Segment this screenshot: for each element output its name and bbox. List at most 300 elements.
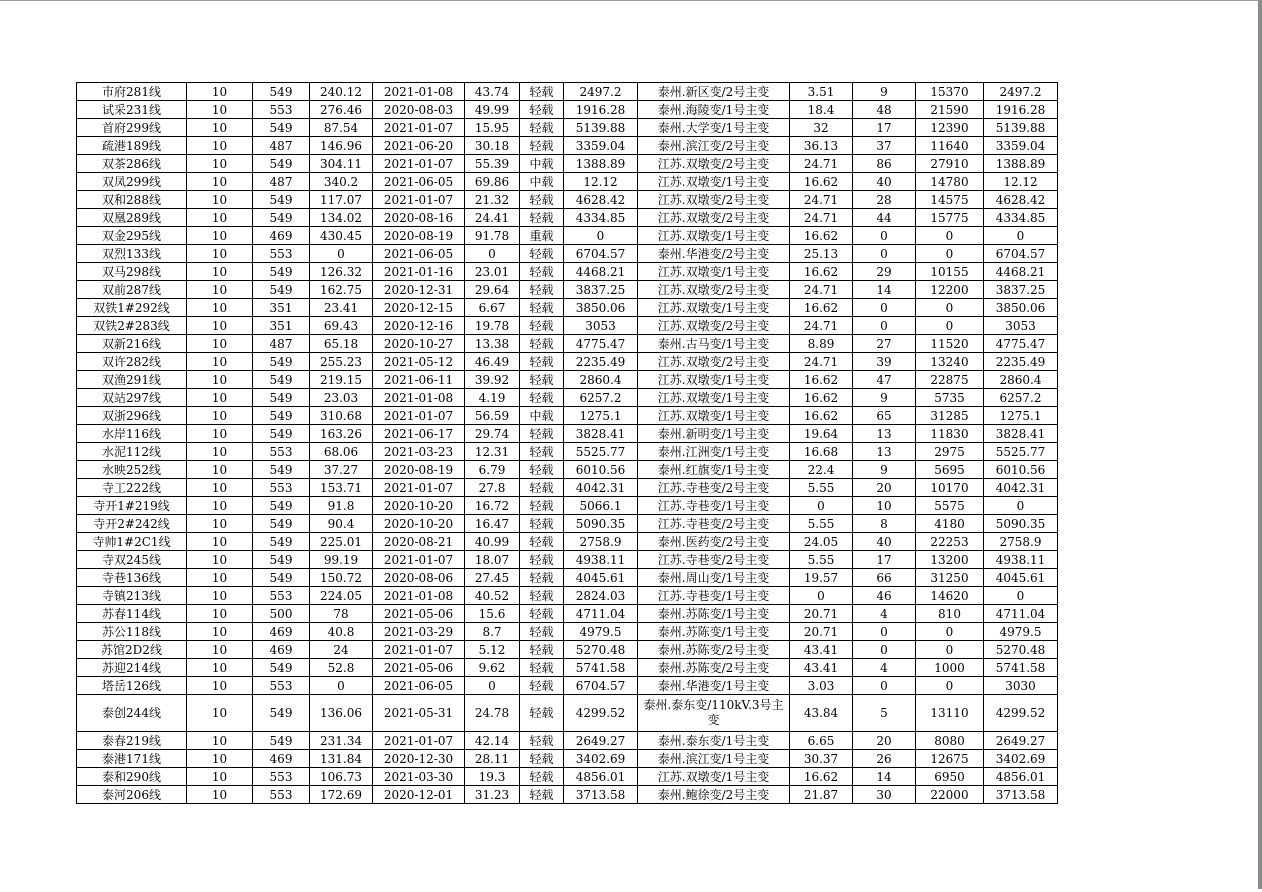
available-capacity-cell: 2235.49 — [984, 353, 1058, 371]
rated-current-cell: 469 — [253, 641, 310, 659]
date-cell: 2021-05-06 — [373, 605, 465, 623]
load-status-cell: 轻载 — [520, 786, 564, 804]
user-count-cell: 28 — [853, 191, 916, 209]
date-cell: 2020-08-19 — [373, 227, 465, 245]
max-current-cell: 153.71 — [310, 479, 373, 497]
load-rate-cell: 27.8 — [465, 479, 520, 497]
line-name-cell: 泰创244线 — [77, 695, 187, 732]
date-cell: 2020-08-16 — [373, 209, 465, 227]
available-capacity-cell: 4628.42 — [984, 191, 1058, 209]
user-count-cell: 9 — [853, 83, 916, 101]
date-cell: 2021-06-11 — [373, 371, 465, 389]
installed-capacity-cell: 14620 — [916, 587, 984, 605]
date-cell: 2021-01-08 — [373, 389, 465, 407]
spare-capacity-cell: 1275.1 — [564, 407, 638, 425]
rated-current-cell: 549 — [253, 281, 310, 299]
available-capacity-cell: 5139.88 — [984, 119, 1058, 137]
table-row — [77, 317, 1058, 335]
spare-capacity-cell: 5090.35 — [564, 515, 638, 533]
max-current-cell: 430.45 — [310, 227, 373, 245]
user-count-cell: 40 — [853, 533, 916, 551]
transformer-cell: 江苏.双墩变/1号主变 — [638, 299, 790, 317]
transformer-load-cell: 3.51 — [790, 83, 853, 101]
load-rate-cell: 23.01 — [465, 263, 520, 281]
load-rate-cell: 24.41 — [465, 209, 520, 227]
date-cell: 2021-03-30 — [373, 768, 465, 786]
transformer-cell: 江苏.双墩变/2号主变 — [638, 209, 790, 227]
rated-current-cell: 553 — [253, 245, 310, 263]
line-name-cell: 泰和290线 — [77, 768, 187, 786]
voltage-cell: 10 — [187, 209, 253, 227]
rated-current-cell: 549 — [253, 407, 310, 425]
installed-capacity-cell: 13200 — [916, 551, 984, 569]
rated-current-cell: 549 — [253, 695, 310, 732]
rated-current-cell: 549 — [253, 551, 310, 569]
load-rate-cell: 15.6 — [465, 605, 520, 623]
transformer-load-cell: 0 — [790, 497, 853, 515]
rated-current-cell: 469 — [253, 623, 310, 641]
transformer-cell: 江苏.双墩变/1号主变 — [638, 371, 790, 389]
voltage-cell: 10 — [187, 786, 253, 804]
installed-capacity-cell: 810 — [916, 605, 984, 623]
table-row — [77, 515, 1058, 533]
table-row — [77, 245, 1058, 263]
spare-capacity-cell: 2860.4 — [564, 371, 638, 389]
voltage-cell: 10 — [187, 750, 253, 768]
max-current-cell: 106.73 — [310, 768, 373, 786]
installed-capacity-cell: 14780 — [916, 173, 984, 191]
user-count-cell: 9 — [853, 389, 916, 407]
max-current-cell: 172.69 — [310, 786, 373, 804]
load-rate-cell: 4.19 — [465, 389, 520, 407]
date-cell: 2021-06-05 — [373, 677, 465, 695]
installed-capacity-cell: 0 — [916, 677, 984, 695]
load-rate-cell: 13.38 — [465, 335, 520, 353]
transformer-load-cell: 18.4 — [790, 101, 853, 119]
available-capacity-cell: 1916.28 — [984, 101, 1058, 119]
installed-capacity-cell: 0 — [916, 317, 984, 335]
transformer-load-cell: 24.71 — [790, 317, 853, 335]
load-rate-cell: 18.07 — [465, 551, 520, 569]
load-rate-cell: 42.14 — [465, 732, 520, 750]
user-count-cell: 39 — [853, 353, 916, 371]
line-name-cell: 寺工222线 — [77, 479, 187, 497]
load-status-cell: 轻载 — [520, 515, 564, 533]
installed-capacity-cell: 15370 — [916, 83, 984, 101]
line-name-cell: 双许282线 — [77, 353, 187, 371]
user-count-cell: 37 — [853, 137, 916, 155]
voltage-cell: 10 — [187, 353, 253, 371]
load-rate-cell: 30.18 — [465, 137, 520, 155]
load-rate-cell: 0 — [465, 245, 520, 263]
transformer-cell: 泰州.滨江变/1号主变 — [638, 750, 790, 768]
voltage-cell: 10 — [187, 659, 253, 677]
table-row — [77, 659, 1058, 677]
transformer-cell: 泰州.大学变/1号主变 — [638, 119, 790, 137]
date-cell: 2021-01-07 — [373, 119, 465, 137]
available-capacity-cell: 3030 — [984, 677, 1058, 695]
installed-capacity-cell: 31285 — [916, 407, 984, 425]
user-count-cell: 0 — [853, 677, 916, 695]
rated-current-cell: 549 — [253, 155, 310, 173]
available-capacity-cell: 6704.57 — [984, 245, 1058, 263]
available-capacity-cell: 3850.06 — [984, 299, 1058, 317]
spare-capacity-cell: 6257.2 — [564, 389, 638, 407]
installed-capacity-cell: 10170 — [916, 479, 984, 497]
load-status-cell: 轻载 — [520, 677, 564, 695]
line-name-cell: 双浙296线 — [77, 407, 187, 425]
voltage-cell: 10 — [187, 479, 253, 497]
user-count-cell: 8 — [853, 515, 916, 533]
load-rate-cell: 12.31 — [465, 443, 520, 461]
load-rate-cell: 40.52 — [465, 587, 520, 605]
transformer-cell: 泰州.苏陈变/1号主变 — [638, 623, 790, 641]
installed-capacity-cell: 21590 — [916, 101, 984, 119]
table-row — [77, 173, 1058, 191]
max-current-cell: 131.84 — [310, 750, 373, 768]
transformer-load-cell: 24.71 — [790, 209, 853, 227]
max-current-cell: 276.46 — [310, 101, 373, 119]
max-current-cell: 136.06 — [310, 695, 373, 732]
installed-capacity-cell: 27910 — [916, 155, 984, 173]
max-current-cell: 37.27 — [310, 461, 373, 479]
installed-capacity-cell: 13240 — [916, 353, 984, 371]
load-status-cell: 轻载 — [520, 101, 564, 119]
load-rate-cell: 56.59 — [465, 407, 520, 425]
installed-capacity-cell: 6950 — [916, 768, 984, 786]
voltage-cell: 10 — [187, 137, 253, 155]
transformer-cell: 江苏.双墩变/1号主变 — [638, 768, 790, 786]
line-name-cell: 泰春219线 — [77, 732, 187, 750]
load-status-cell: 重载 — [520, 227, 564, 245]
installed-capacity-cell: 8080 — [916, 732, 984, 750]
user-count-cell: 4 — [853, 659, 916, 677]
date-cell: 2021-01-07 — [373, 551, 465, 569]
load-rate-cell: 9.62 — [465, 659, 520, 677]
line-name-cell: 双铁2#283线 — [77, 317, 187, 335]
voltage-cell: 10 — [187, 335, 253, 353]
date-cell: 2020-08-19 — [373, 461, 465, 479]
load-status-cell: 轻载 — [520, 83, 564, 101]
max-current-cell: 225.01 — [310, 533, 373, 551]
max-current-cell: 340.2 — [310, 173, 373, 191]
available-capacity-cell: 4045.61 — [984, 569, 1058, 587]
max-current-cell: 231.34 — [310, 732, 373, 750]
transformer-load-cell: 36.13 — [790, 137, 853, 155]
rated-current-cell: 553 — [253, 768, 310, 786]
installed-capacity-cell: 2975 — [916, 443, 984, 461]
installed-capacity-cell: 10155 — [916, 263, 984, 281]
line-name-cell: 双新216线 — [77, 335, 187, 353]
table-row — [77, 299, 1058, 317]
spare-capacity-cell: 0 — [564, 227, 638, 245]
table-row — [77, 371, 1058, 389]
voltage-cell: 10 — [187, 407, 253, 425]
line-name-cell: 苏馆2D2线 — [77, 641, 187, 659]
spare-capacity-cell: 4042.31 — [564, 479, 638, 497]
load-rate-cell: 5.12 — [465, 641, 520, 659]
rated-current-cell: 351 — [253, 317, 310, 335]
spare-capacity-cell: 3359.04 — [564, 137, 638, 155]
installed-capacity-cell: 5695 — [916, 461, 984, 479]
rated-current-cell: 487 — [253, 335, 310, 353]
available-capacity-cell: 1275.1 — [984, 407, 1058, 425]
max-current-cell: 304.11 — [310, 155, 373, 173]
date-cell: 2020-10-20 — [373, 515, 465, 533]
transformer-cell: 泰州.苏陈变/2号主变 — [638, 659, 790, 677]
installed-capacity-cell: 15775 — [916, 209, 984, 227]
transformer-cell: 泰州.鲍徐变/2号主变 — [638, 786, 790, 804]
rated-current-cell: 469 — [253, 750, 310, 768]
table-row — [77, 605, 1058, 623]
transformer-cell: 泰州.泰东变/1号主变 — [638, 732, 790, 750]
load-status-cell: 轻载 — [520, 750, 564, 768]
transformer-load-cell: 16.62 — [790, 407, 853, 425]
installed-capacity-cell: 12200 — [916, 281, 984, 299]
table-row — [77, 641, 1058, 659]
rated-current-cell: 549 — [253, 497, 310, 515]
user-count-cell: 0 — [853, 245, 916, 263]
installed-capacity-cell: 22875 — [916, 371, 984, 389]
transformer-load-cell: 5.55 — [790, 479, 853, 497]
transformer-load-cell: 16.62 — [790, 227, 853, 245]
feeder-line-table — [76, 82, 1058, 804]
transformer-load-cell: 16.62 — [790, 299, 853, 317]
spare-capacity-cell: 4334.85 — [564, 209, 638, 227]
rated-current-cell: 553 — [253, 443, 310, 461]
table-row — [77, 281, 1058, 299]
voltage-cell: 10 — [187, 443, 253, 461]
transformer-load-cell: 43.41 — [790, 641, 853, 659]
spare-capacity-cell: 6010.56 — [564, 461, 638, 479]
transformer-load-cell: 0 — [790, 587, 853, 605]
spare-capacity-cell: 1916.28 — [564, 101, 638, 119]
transformer-load-cell: 16.62 — [790, 389, 853, 407]
transformer-cell: 江苏.双墩变/2号主变 — [638, 317, 790, 335]
spare-capacity-cell: 2758.9 — [564, 533, 638, 551]
transformer-load-cell: 3.03 — [790, 677, 853, 695]
date-cell: 2021-05-12 — [373, 353, 465, 371]
voltage-cell: 10 — [187, 677, 253, 695]
transformer-load-cell: 6.65 — [790, 732, 853, 750]
spare-capacity-cell: 4628.42 — [564, 191, 638, 209]
user-count-cell: 0 — [853, 641, 916, 659]
max-current-cell: 69.43 — [310, 317, 373, 335]
max-current-cell: 87.54 — [310, 119, 373, 137]
load-status-cell: 轻载 — [520, 443, 564, 461]
max-current-cell: 310.68 — [310, 407, 373, 425]
load-status-cell: 轻载 — [520, 335, 564, 353]
load-status-cell: 轻载 — [520, 191, 564, 209]
date-cell: 2021-05-31 — [373, 695, 465, 732]
max-current-cell: 219.15 — [310, 371, 373, 389]
load-status-cell: 轻载 — [520, 641, 564, 659]
transformer-cell: 泰州.苏陈变/2号主变 — [638, 641, 790, 659]
spare-capacity-cell: 2649.27 — [564, 732, 638, 750]
transformer-cell: 泰州.海陵变/1号主变 — [638, 101, 790, 119]
spare-capacity-cell: 6704.57 — [564, 245, 638, 263]
transformer-cell: 江苏.双墩变/2号主变 — [638, 353, 790, 371]
date-cell: 2021-03-29 — [373, 623, 465, 641]
line-name-cell: 双凰289线 — [77, 209, 187, 227]
available-capacity-cell: 6257.2 — [984, 389, 1058, 407]
spare-capacity-cell: 4775.47 — [564, 335, 638, 353]
table-row — [77, 101, 1058, 119]
load-rate-cell: 29.74 — [465, 425, 520, 443]
line-name-cell: 寺镇213线 — [77, 587, 187, 605]
table-row — [77, 587, 1058, 605]
spare-capacity-cell: 1388.89 — [564, 155, 638, 173]
load-status-cell: 中载 — [520, 173, 564, 191]
user-count-cell: 26 — [853, 750, 916, 768]
transformer-cell: 江苏.双墩变/2号主变 — [638, 155, 790, 173]
transformer-cell: 泰州.医药变/2号主变 — [638, 533, 790, 551]
transformer-load-cell: 16.62 — [790, 263, 853, 281]
line-name-cell: 寺开2#242线 — [77, 515, 187, 533]
table-row — [77, 263, 1058, 281]
transformer-load-cell: 16.62 — [790, 768, 853, 786]
available-capacity-cell: 3053 — [984, 317, 1058, 335]
table-row — [77, 750, 1058, 768]
user-count-cell: 86 — [853, 155, 916, 173]
load-status-cell: 轻载 — [520, 605, 564, 623]
available-capacity-cell: 0 — [984, 587, 1058, 605]
available-capacity-cell: 3402.69 — [984, 750, 1058, 768]
max-current-cell: 90.4 — [310, 515, 373, 533]
load-status-cell: 轻载 — [520, 425, 564, 443]
table-row — [77, 497, 1058, 515]
rated-current-cell: 549 — [253, 659, 310, 677]
transformer-cell: 江苏.寺巷变/1号主变 — [638, 587, 790, 605]
rated-current-cell: 549 — [253, 533, 310, 551]
load-status-cell: 轻载 — [520, 209, 564, 227]
rated-current-cell: 549 — [253, 83, 310, 101]
voltage-cell: 10 — [187, 569, 253, 587]
load-rate-cell: 46.49 — [465, 353, 520, 371]
voltage-cell: 10 — [187, 317, 253, 335]
transformer-load-cell: 22.4 — [790, 461, 853, 479]
table-body — [77, 83, 1058, 804]
date-cell: 2020-10-27 — [373, 335, 465, 353]
transformer-cell: 江苏.寺巷变/2号主变 — [638, 551, 790, 569]
load-rate-cell: 15.95 — [465, 119, 520, 137]
date-cell: 2021-01-16 — [373, 263, 465, 281]
user-count-cell: 47 — [853, 371, 916, 389]
max-current-cell: 224.05 — [310, 587, 373, 605]
spare-capacity-cell: 2824.03 — [564, 587, 638, 605]
spare-capacity-cell: 6704.57 — [564, 677, 638, 695]
rated-current-cell: 549 — [253, 389, 310, 407]
user-count-cell: 0 — [853, 623, 916, 641]
load-status-cell: 轻载 — [520, 371, 564, 389]
line-name-cell: 塔岳126线 — [77, 677, 187, 695]
user-count-cell: 14 — [853, 768, 916, 786]
voltage-cell: 10 — [187, 83, 253, 101]
line-name-cell: 双站297线 — [77, 389, 187, 407]
installed-capacity-cell: 0 — [916, 245, 984, 263]
date-cell: 2021-03-23 — [373, 443, 465, 461]
table-row — [77, 191, 1058, 209]
available-capacity-cell: 5525.77 — [984, 443, 1058, 461]
available-capacity-cell: 4856.01 — [984, 768, 1058, 786]
table-row — [77, 389, 1058, 407]
table-row — [77, 786, 1058, 804]
user-count-cell: 46 — [853, 587, 916, 605]
transformer-cell: 江苏.双墩变/2号主变 — [638, 281, 790, 299]
load-rate-cell: 43.74 — [465, 83, 520, 101]
date-cell: 2021-01-08 — [373, 587, 465, 605]
load-status-cell: 轻载 — [520, 281, 564, 299]
voltage-cell: 10 — [187, 605, 253, 623]
date-cell: 2021-01-07 — [373, 407, 465, 425]
spare-capacity-cell: 3837.25 — [564, 281, 638, 299]
user-count-cell: 9 — [853, 461, 916, 479]
date-cell: 2021-06-05 — [373, 245, 465, 263]
user-count-cell: 48 — [853, 101, 916, 119]
line-name-cell: 市府281线 — [77, 83, 187, 101]
available-capacity-cell: 4468.21 — [984, 263, 1058, 281]
load-status-cell: 轻载 — [520, 353, 564, 371]
load-rate-cell: 31.23 — [465, 786, 520, 804]
spare-capacity-cell: 4468.21 — [564, 263, 638, 281]
voltage-cell: 10 — [187, 515, 253, 533]
max-current-cell: 40.8 — [310, 623, 373, 641]
line-name-cell: 苏公118线 — [77, 623, 187, 641]
max-current-cell: 65.18 — [310, 335, 373, 353]
voltage-cell: 10 — [187, 227, 253, 245]
transformer-load-cell: 16.62 — [790, 173, 853, 191]
date-cell: 2020-10-20 — [373, 497, 465, 515]
load-status-cell: 轻载 — [520, 299, 564, 317]
max-current-cell: 99.19 — [310, 551, 373, 569]
installed-capacity-cell: 31250 — [916, 569, 984, 587]
transformer-load-cell: 24.05 — [790, 533, 853, 551]
line-name-cell: 苏迎214线 — [77, 659, 187, 677]
load-rate-cell: 0 — [465, 677, 520, 695]
load-rate-cell: 21.32 — [465, 191, 520, 209]
transformer-load-cell: 24.71 — [790, 191, 853, 209]
spare-capacity-cell: 3713.58 — [564, 786, 638, 804]
user-count-cell: 0 — [853, 227, 916, 245]
transformer-cell: 江苏.双墩变/1号主变 — [638, 389, 790, 407]
load-rate-cell: 19.78 — [465, 317, 520, 335]
user-count-cell: 40 — [853, 173, 916, 191]
line-name-cell: 泰河206线 — [77, 786, 187, 804]
rated-current-cell: 487 — [253, 137, 310, 155]
spare-capacity-cell: 3850.06 — [564, 299, 638, 317]
line-name-cell: 寺双245线 — [77, 551, 187, 569]
date-cell: 2021-01-07 — [373, 155, 465, 173]
load-status-cell: 轻载 — [520, 497, 564, 515]
load-status-cell: 轻载 — [520, 768, 564, 786]
load-status-cell: 轻载 — [520, 245, 564, 263]
max-current-cell: 23.41 — [310, 299, 373, 317]
spare-capacity-cell: 12.12 — [564, 173, 638, 191]
transformer-cell: 江苏.双墩变/1号主变 — [638, 173, 790, 191]
table-row — [77, 768, 1058, 786]
load-status-cell: 轻载 — [520, 732, 564, 750]
transformer-cell: 泰州.滨江变/2号主变 — [638, 137, 790, 155]
installed-capacity-cell: 12675 — [916, 750, 984, 768]
available-capacity-cell: 5741.58 — [984, 659, 1058, 677]
transformer-load-cell: 43.84 — [790, 695, 853, 732]
available-capacity-cell: 12.12 — [984, 173, 1058, 191]
date-cell: 2021-01-07 — [373, 641, 465, 659]
transformer-cell: 江苏.双墩变/1号主变 — [638, 407, 790, 425]
table-row — [77, 425, 1058, 443]
date-cell: 2020-08-06 — [373, 569, 465, 587]
date-cell: 2020-12-01 — [373, 786, 465, 804]
